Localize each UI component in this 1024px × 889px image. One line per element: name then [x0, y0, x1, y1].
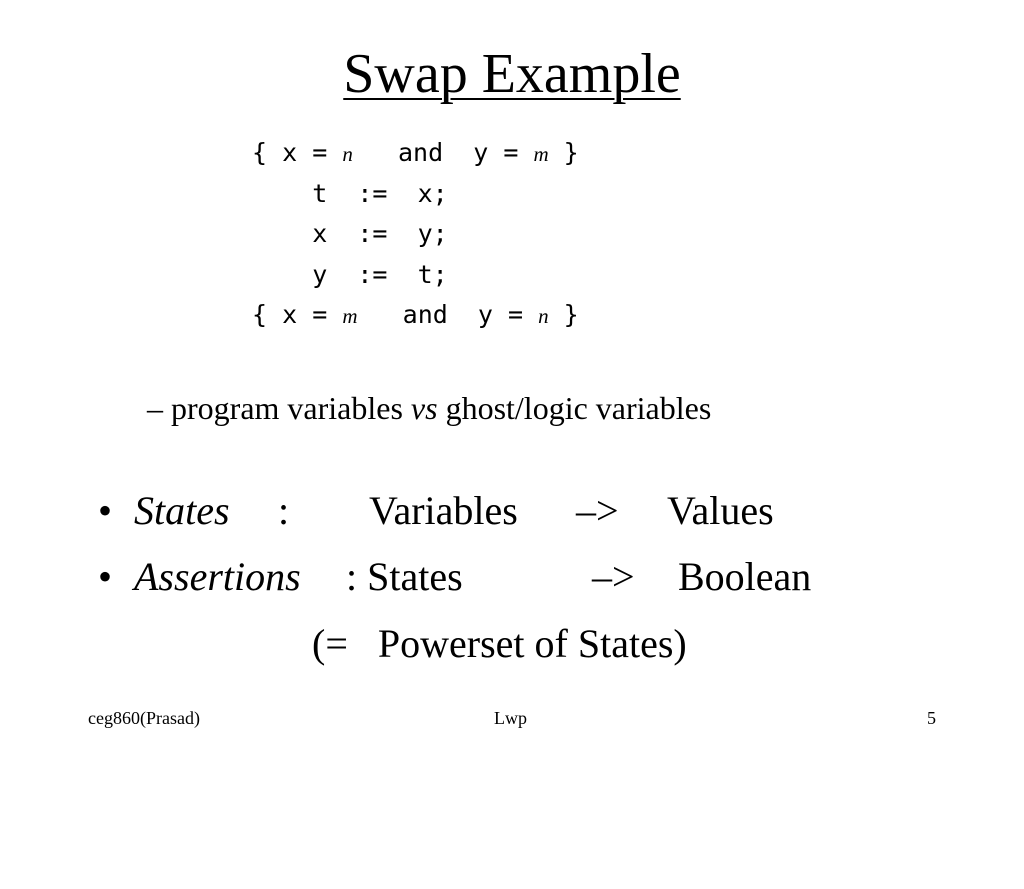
precondition-open: { x =: [252, 138, 343, 167]
bullet-rhs: Boolean: [678, 554, 812, 599]
bullet-list: [98, 487, 812, 619]
postcondition-n: n: [538, 304, 549, 328]
footer-left: ceg860(Prasad): [88, 708, 200, 728]
subpoint-prefix: – program variables: [147, 390, 411, 426]
code-block: [252, 133, 579, 336]
code-line-2: x := y;: [252, 219, 448, 248]
bullet-dot-icon: •: [98, 488, 113, 533]
subpoint-suffix: ghost/logic variables: [437, 390, 712, 426]
subpoint: [147, 388, 711, 428]
bullet-dot-icon: •: [98, 554, 113, 599]
bullet-arrow: –>: [592, 554, 635, 599]
bullet-colon: :: [278, 488, 290, 533]
code-line-3: y := t;: [252, 259, 448, 289]
bullet-term-states: States: [134, 488, 230, 533]
bullet-arrow: –>: [576, 488, 619, 533]
postcondition-m: m: [342, 304, 358, 328]
precondition-n: n: [342, 142, 353, 166]
precondition-m: m: [533, 142, 549, 166]
footer-center: Lwp: [494, 708, 527, 728]
bullet-colon: : States: [346, 554, 463, 599]
postcondition-close: }: [548, 300, 579, 329]
subpoint-vs: vs: [410, 390, 438, 426]
bullet-term-assertions: Assertions: [134, 554, 301, 599]
precondition-line: [252, 133, 579, 174]
bullet-lhs: Variables: [369, 488, 518, 533]
footer-page-number: 5: [927, 708, 936, 728]
precondition-close: }: [548, 138, 579, 167]
postcondition-mid: and y =: [357, 300, 539, 329]
bullet-rhs: Values: [667, 488, 774, 533]
bullet-states: [98, 487, 774, 553]
code-line-1: t := x;: [252, 178, 448, 208]
postcondition-open: { x =: [252, 300, 343, 329]
powerset-line: (= Powerset of States): [312, 621, 687, 666]
postcondition-line: [252, 295, 579, 336]
precondition-mid: and y =: [352, 138, 534, 167]
bullet-assertions: [98, 553, 812, 619]
slide-title: Swap Example: [343, 43, 681, 105]
